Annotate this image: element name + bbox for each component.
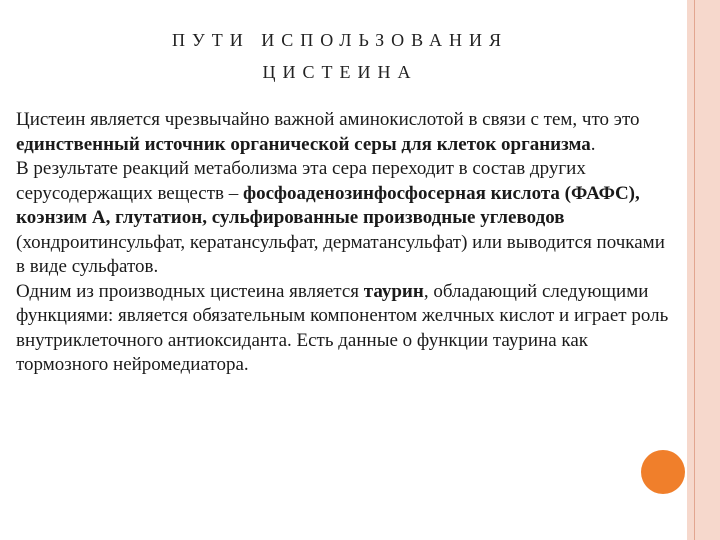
title-line-2: ЦИСТЕИНА: [262, 62, 418, 82]
paragraph-2-emphasis: фосфоаденозинфосфосерная кислота (ФАФС), коэнзим А, глутатион, сульфированные производные углеводов: [16, 182, 640, 228]
decorative-side-stripe: [687, 0, 720, 540]
title-line-1: ПУТИ ИСПОЛЬЗОВАНИЯ: [171, 30, 509, 50]
paragraph-1-emphasis: единственный источник органической серы для клеток организма: [16, 133, 591, 155]
paragraph-3-text: Одним из производных цистеина является: [16, 280, 364, 302]
paragraph-1-tail: .: [590, 133, 596, 155]
paragraph-3-tail: , обладающий следующими функциями: является обязательным компонентом желчных кислот и играет роль внутриклеточного антиоксиданта. Есть данные о функции таурина как тормозного нейромедиатора.: [16, 280, 669, 375]
slide-title: [0, 24, 680, 88]
decorative-orange-circle: [641, 450, 685, 494]
paragraph-2-tail: (хондроитинсульфат, кератансульфат, дерматансульфат) или выводится почками в виде сульфатов.: [16, 231, 665, 277]
paragraph-2-text: В результате реакций метаболизма эта сера переходит в состав других серусодержащих веществ –: [16, 158, 586, 204]
decorative-side-rule: [694, 0, 695, 540]
paragraph-cysteine-role: [16, 108, 672, 157]
paragraph-sulfur-metabolism: [16, 157, 672, 280]
paragraph-taurine: [16, 280, 672, 378]
slide-body: [16, 108, 672, 378]
paragraph-3-emphasis: таурин: [363, 280, 424, 302]
paragraph-1-text: Цистеин является чрезвычайно важной аминокислотой в связи с тем, что это: [16, 109, 640, 130]
